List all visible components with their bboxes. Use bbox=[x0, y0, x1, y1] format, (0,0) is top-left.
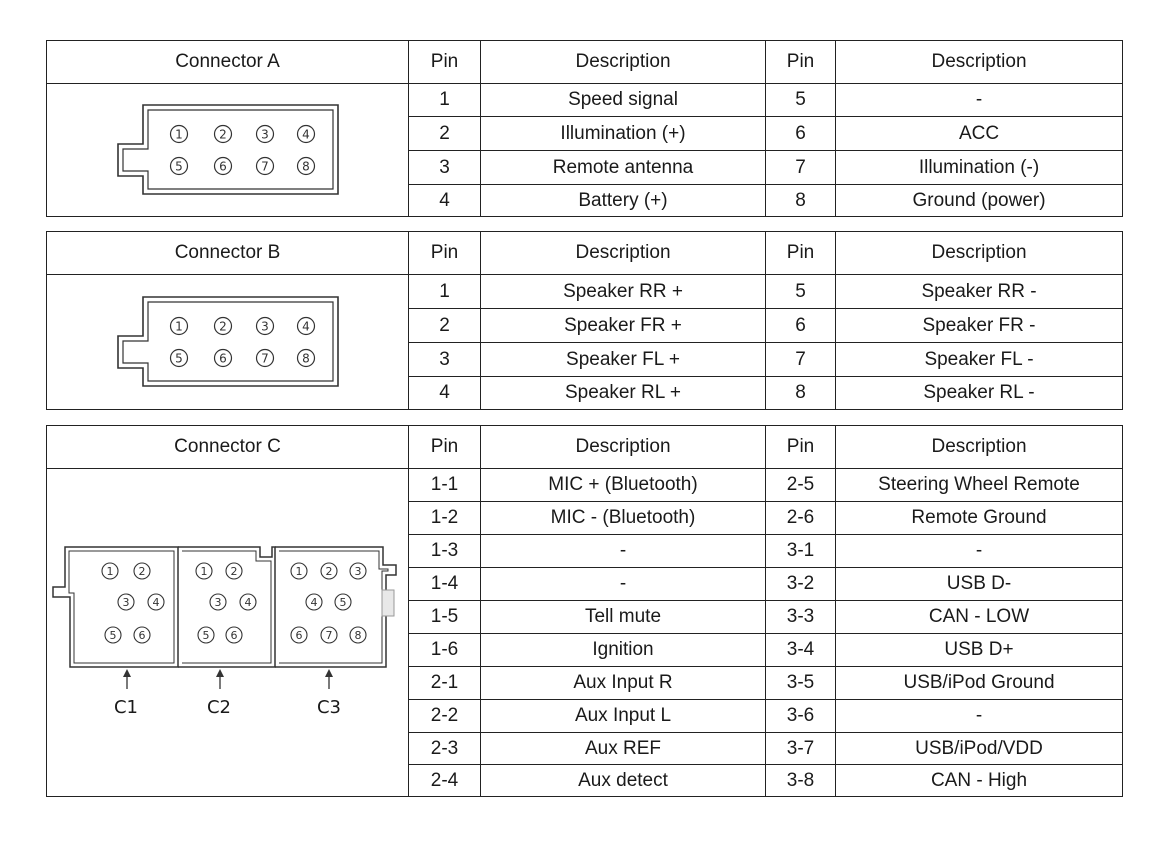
pin-grid bbox=[170, 318, 314, 367]
svg-text:6: 6 bbox=[218, 159, 227, 174]
pin-cell: 1-3 bbox=[409, 535, 481, 568]
description-cell: Illumination (+) bbox=[481, 117, 766, 151]
pin-cell: 5 bbox=[766, 84, 836, 117]
description-header: Description bbox=[836, 426, 1123, 469]
pin-cell: 4 bbox=[409, 377, 481, 410]
pin-header: Pin bbox=[409, 426, 481, 469]
svg-text:1: 1 bbox=[200, 564, 207, 578]
pin-circle bbox=[214, 318, 231, 335]
connector-b-outline bbox=[113, 292, 343, 392]
svg-text:6: 6 bbox=[138, 628, 145, 642]
pin-cell: 2 bbox=[409, 117, 481, 151]
pin-circle bbox=[226, 627, 242, 643]
pin-circle bbox=[306, 594, 322, 610]
svg-text:2: 2 bbox=[138, 564, 145, 578]
pin-cell: 5 bbox=[766, 275, 836, 309]
svg-text:2: 2 bbox=[218, 127, 227, 142]
pin-circle bbox=[214, 158, 231, 175]
pin-header: Pin bbox=[409, 232, 481, 275]
pin-cell: 1 bbox=[409, 84, 481, 117]
c2-arrow-icon bbox=[216, 669, 224, 689]
pin-circle bbox=[105, 627, 121, 643]
description-cell: Speaker RL + bbox=[481, 377, 766, 410]
table-row bbox=[47, 84, 1123, 117]
svg-text:2: 2 bbox=[325, 564, 332, 578]
pin-cell: 3-7 bbox=[766, 733, 836, 765]
pin-header: Pin bbox=[766, 41, 836, 84]
svg-text:7: 7 bbox=[260, 351, 269, 366]
connector-b-title: Connector B bbox=[47, 232, 409, 275]
svg-text:8: 8 bbox=[301, 351, 310, 366]
svg-text:5: 5 bbox=[174, 159, 183, 174]
pin-cell: 2-2 bbox=[409, 700, 481, 733]
connector-c-diagram bbox=[47, 469, 409, 797]
description-header: Description bbox=[481, 232, 766, 275]
description-cell: USB/iPod Ground bbox=[836, 667, 1123, 700]
description-cell: CAN - High bbox=[836, 765, 1123, 797]
pin-cell: 3-3 bbox=[766, 601, 836, 634]
description-header: Description bbox=[836, 232, 1123, 275]
pin-circle bbox=[297, 318, 314, 335]
c1-arrow-icon bbox=[123, 669, 131, 689]
pin-cell: 8 bbox=[766, 185, 836, 217]
pin-circle bbox=[350, 627, 366, 643]
pin-cell: 2-3 bbox=[409, 733, 481, 765]
svg-text:2: 2 bbox=[230, 564, 237, 578]
pin-cell: 3-6 bbox=[766, 700, 836, 733]
pin-cell: 6 bbox=[766, 117, 836, 151]
description-cell: Ignition bbox=[481, 634, 766, 667]
pin-circle bbox=[291, 563, 307, 579]
description-cell: Illumination (-) bbox=[836, 151, 1123, 185]
description-header: Description bbox=[481, 41, 766, 84]
description-cell: Speaker FL + bbox=[481, 343, 766, 377]
pin-circle bbox=[170, 318, 187, 335]
connector-a-diagram bbox=[47, 84, 409, 217]
svg-text:6: 6 bbox=[230, 628, 237, 642]
table-row bbox=[47, 469, 1123, 502]
pin-circle bbox=[134, 627, 150, 643]
description-cell: Remote antenna bbox=[481, 151, 766, 185]
description-cell: Aux Input R bbox=[481, 667, 766, 700]
pin-circle bbox=[134, 563, 150, 579]
connector-a-title: Connector A bbox=[47, 41, 409, 84]
pin-cell: 3-4 bbox=[766, 634, 836, 667]
pin-circle bbox=[170, 126, 187, 143]
svg-text:5: 5 bbox=[109, 628, 116, 642]
svg-text:1: 1 bbox=[106, 564, 113, 578]
description-cell: - bbox=[481, 535, 766, 568]
pin-circle bbox=[321, 627, 337, 643]
pin-cell: 6 bbox=[766, 309, 836, 343]
pin-cell: 2-1 bbox=[409, 667, 481, 700]
pin-cell: 2-4 bbox=[409, 765, 481, 797]
description-header: Description bbox=[836, 41, 1123, 84]
description-header: Description bbox=[481, 426, 766, 469]
pin-cell: 2 bbox=[409, 309, 481, 343]
svg-text:7: 7 bbox=[325, 628, 332, 642]
pin-header: Pin bbox=[409, 41, 481, 84]
svg-text:3: 3 bbox=[354, 564, 361, 578]
pin-circle bbox=[198, 627, 214, 643]
description-cell: Tell mute bbox=[481, 601, 766, 634]
pin-circle bbox=[148, 594, 164, 610]
pin-circle bbox=[256, 318, 273, 335]
connector-c-title: Connector C bbox=[47, 426, 409, 469]
connector-b-table bbox=[46, 231, 1123, 410]
svg-text:7: 7 bbox=[260, 159, 269, 174]
pin-circle bbox=[226, 563, 242, 579]
description-cell: - bbox=[836, 535, 1123, 568]
pin-circle bbox=[196, 563, 212, 579]
svg-text:8: 8 bbox=[301, 159, 310, 174]
pin-circle bbox=[214, 126, 231, 143]
svg-text:8: 8 bbox=[354, 628, 361, 642]
description-cell: MIC - (Bluetooth) bbox=[481, 502, 766, 535]
svg-text:4: 4 bbox=[301, 127, 310, 142]
svg-text:1: 1 bbox=[295, 564, 302, 578]
description-cell: Speaker RR + bbox=[481, 275, 766, 309]
c1-pin-grid bbox=[102, 563, 164, 643]
pin-circle bbox=[297, 350, 314, 367]
description-cell: - bbox=[836, 700, 1123, 733]
c1-label: C1 bbox=[113, 696, 138, 718]
connector-c-table bbox=[46, 425, 1123, 797]
description-cell: MIC + (Bluetooth) bbox=[481, 469, 766, 502]
pin-circle bbox=[256, 126, 273, 143]
description-cell: Speaker RR - bbox=[836, 275, 1123, 309]
pin-circle bbox=[291, 627, 307, 643]
svg-text:3: 3 bbox=[122, 595, 129, 609]
pin-cell: 7 bbox=[766, 343, 836, 377]
c3-arrow-icon bbox=[325, 669, 333, 689]
svg-text:5: 5 bbox=[339, 595, 346, 609]
svg-text:5: 5 bbox=[202, 628, 209, 642]
pin-cell: 3-5 bbox=[766, 667, 836, 700]
pin-cell: 8 bbox=[766, 377, 836, 410]
svg-text:3: 3 bbox=[214, 595, 221, 609]
description-cell: Speaker FR + bbox=[481, 309, 766, 343]
pin-cell: 2-5 bbox=[766, 469, 836, 502]
pin-circle bbox=[170, 350, 187, 367]
pin-circle bbox=[297, 158, 314, 175]
pin-circle bbox=[102, 563, 118, 579]
connector-a-outline bbox=[113, 100, 343, 200]
pin-circle bbox=[240, 594, 256, 610]
pin-circle bbox=[210, 594, 226, 610]
description-cell: Speaker RL - bbox=[836, 377, 1123, 410]
description-cell: Speaker FL - bbox=[836, 343, 1123, 377]
pin-cell: 7 bbox=[766, 151, 836, 185]
description-cell: Steering Wheel Remote bbox=[836, 469, 1123, 502]
svg-text:2: 2 bbox=[218, 319, 227, 334]
c2-pin-grid bbox=[196, 563, 256, 643]
svg-text:4: 4 bbox=[301, 319, 310, 334]
pin-cell: 3 bbox=[409, 343, 481, 377]
description-cell: CAN - LOW bbox=[836, 601, 1123, 634]
pin-circle bbox=[321, 563, 337, 579]
description-cell: USB D- bbox=[836, 568, 1123, 601]
description-cell: ACC bbox=[836, 117, 1123, 151]
description-cell: Ground (power) bbox=[836, 185, 1123, 217]
description-cell: Speed signal bbox=[481, 84, 766, 117]
svg-text:1: 1 bbox=[174, 319, 183, 334]
pin-cell: 1 bbox=[409, 275, 481, 309]
connector-a-table bbox=[46, 40, 1123, 217]
pin-cell: 1-5 bbox=[409, 601, 481, 634]
pin-grid bbox=[170, 126, 314, 175]
svg-text:3: 3 bbox=[260, 127, 269, 142]
description-cell: Aux Input L bbox=[481, 700, 766, 733]
svg-text:6: 6 bbox=[218, 351, 227, 366]
description-cell: Remote Ground bbox=[836, 502, 1123, 535]
table-row bbox=[47, 275, 1123, 309]
pin-circle bbox=[350, 563, 366, 579]
pin-cell: 3-8 bbox=[766, 765, 836, 797]
pin-circle bbox=[297, 126, 314, 143]
connector-b-diagram bbox=[47, 275, 409, 410]
pin-cell: 3-1 bbox=[766, 535, 836, 568]
description-cell: Speaker FR - bbox=[836, 309, 1123, 343]
pin-circle bbox=[214, 350, 231, 367]
connector-c-outline bbox=[50, 543, 406, 723]
c2-label: C2 bbox=[206, 696, 231, 718]
c3-pin-grid bbox=[291, 563, 366, 643]
pin-cell: 1-6 bbox=[409, 634, 481, 667]
svg-text:4: 4 bbox=[244, 595, 251, 609]
pin-cell: 3-2 bbox=[766, 568, 836, 601]
pin-cell: 2-6 bbox=[766, 502, 836, 535]
svg-text:1: 1 bbox=[174, 127, 183, 142]
svg-text:4: 4 bbox=[152, 595, 159, 609]
pin-circle bbox=[256, 158, 273, 175]
pin-circle bbox=[170, 158, 187, 175]
pin-circle bbox=[335, 594, 351, 610]
pin-cell: 1-4 bbox=[409, 568, 481, 601]
svg-text:6: 6 bbox=[295, 628, 302, 642]
svg-text:4: 4 bbox=[310, 595, 317, 609]
svg-text:3: 3 bbox=[260, 319, 269, 334]
description-cell: Aux REF bbox=[481, 733, 766, 765]
description-cell: USB D+ bbox=[836, 634, 1123, 667]
description-cell: USB/iPod/VDD bbox=[836, 733, 1123, 765]
pin-cell: 3 bbox=[409, 151, 481, 185]
svg-text:5: 5 bbox=[174, 351, 183, 366]
pin-cell: 4 bbox=[409, 185, 481, 217]
pin-cell: 1-1 bbox=[409, 469, 481, 502]
pin-circle bbox=[118, 594, 134, 610]
description-cell: - bbox=[481, 568, 766, 601]
pin-circle bbox=[256, 350, 273, 367]
description-cell: - bbox=[836, 84, 1123, 117]
description-cell: Battery (+) bbox=[481, 185, 766, 217]
pin-header: Pin bbox=[766, 232, 836, 275]
pin-header: Pin bbox=[766, 426, 836, 469]
description-cell: Aux detect bbox=[481, 765, 766, 797]
c3-label: C3 bbox=[316, 696, 341, 718]
pin-cell: 1-2 bbox=[409, 502, 481, 535]
